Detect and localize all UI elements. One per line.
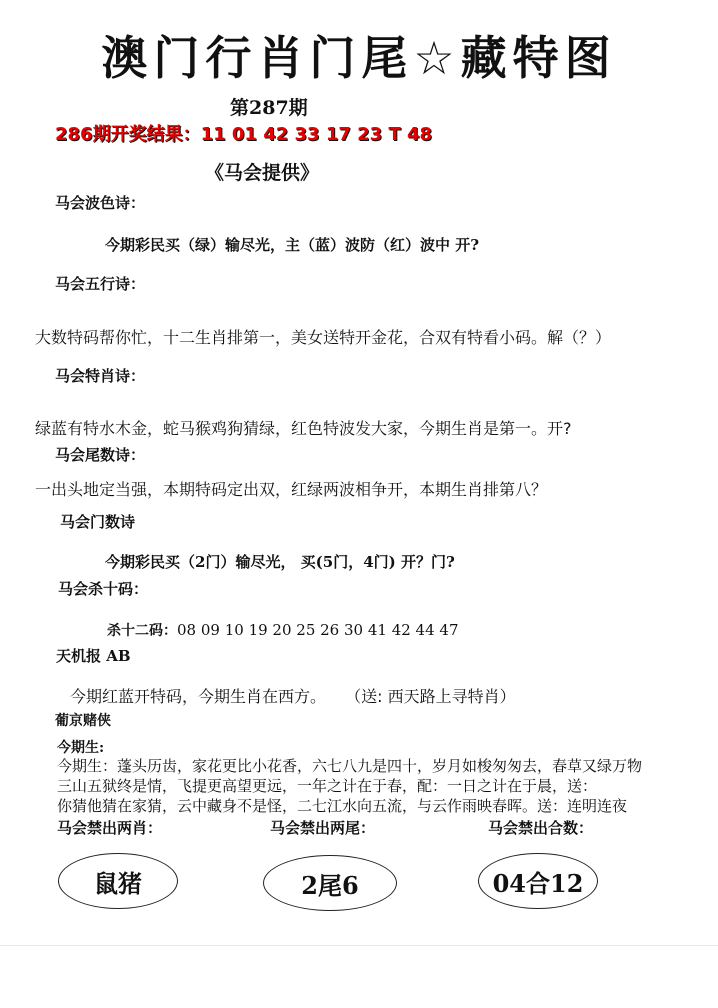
tianji-send: （送: 西天路上寻特肖） — [345, 687, 516, 706]
kill-ten-label: 马会杀十码： — [58, 580, 149, 598]
ban-zodiac-label: 马会禁出两肖： — [57, 819, 163, 837]
tianji-text: 今期红蓝开特码，今期生肖在西方。 — [70, 687, 327, 706]
current-line-3: 你猜他猜在家猜，云中藏身不是怪，二七江水向五流，与云作雨映春晖。送：连明连夜 — [57, 797, 628, 815]
tail-poem-label: 马会尾数诗： — [55, 446, 146, 464]
tianji-label: 天机报 AB — [56, 647, 131, 665]
ban-sum-oval: 04合12 — [478, 853, 598, 909]
door-poem-label: 马会门数诗 — [60, 513, 136, 531]
door-poem: 今期彩民买（2门）输尽光， 买(5门，4门) 开？门? — [105, 553, 455, 571]
ban-sum-label: 马会禁出合数： — [488, 819, 594, 837]
issue-number: 第287期 — [230, 97, 308, 119]
zodiac-poem: 绿蓝有特水木金，蛇马猴鸡狗猜绿，红色特波发大家，今期生肖是第一。开? — [35, 419, 572, 438]
draw-result: 286期开奖结果：11 01 42 33 17 23 T 48 — [55, 124, 433, 145]
wave-poem-label: 马会波色诗： — [55, 194, 146, 212]
wave-poem: 今期彩民买（绿）输尽光，主（蓝）波防（红）波中 开? — [105, 236, 480, 254]
bottom-divider — [0, 945, 718, 946]
tail-poem: 一出头地定当强，本期特码定出双，红绿两波相争开，本期生肖排第八？ — [35, 480, 548, 499]
current-line-1: 今期生：蓬头历齿，家花更比小花香，六七八九是四十，岁月如梭匆匆去，春草又绿万物 — [57, 757, 643, 775]
gamble-label: 葡京赌侠 — [55, 713, 111, 729]
kill-twelve-numbers: 08 09 10 19 20 25 26 30 41 42 44 47 — [177, 621, 459, 639]
kill-twelve-row — [107, 620, 459, 640]
zodiac-poem-label: 马会特肖诗： — [55, 367, 146, 385]
provider-label: 《马会提供》 — [205, 162, 320, 184]
element-poem: 大数特码帮你忙，十二生肖排第一，美女送特开金花，合双有特看小码。解（？） — [35, 328, 612, 347]
current-label: 今期生: — [57, 740, 105, 756]
current-line-2: 三山五狱终是情，飞提更高望更远，一年之计在于春，配：一日之计在于晨，送： — [57, 777, 598, 795]
ban-tail-oval: 2尾6 — [263, 855, 397, 911]
page-title: 澳门行肖门尾☆藏特图 — [101, 31, 617, 85]
element-poem-label: 马会五行诗： — [55, 275, 146, 293]
tianji-row — [70, 684, 516, 707]
ban-zodiac-oval: 鼠猪 — [58, 853, 178, 909]
kill-twelve-prefix: 杀十二码： — [107, 623, 177, 639]
ban-tail-label: 马会禁出两尾： — [270, 819, 376, 837]
